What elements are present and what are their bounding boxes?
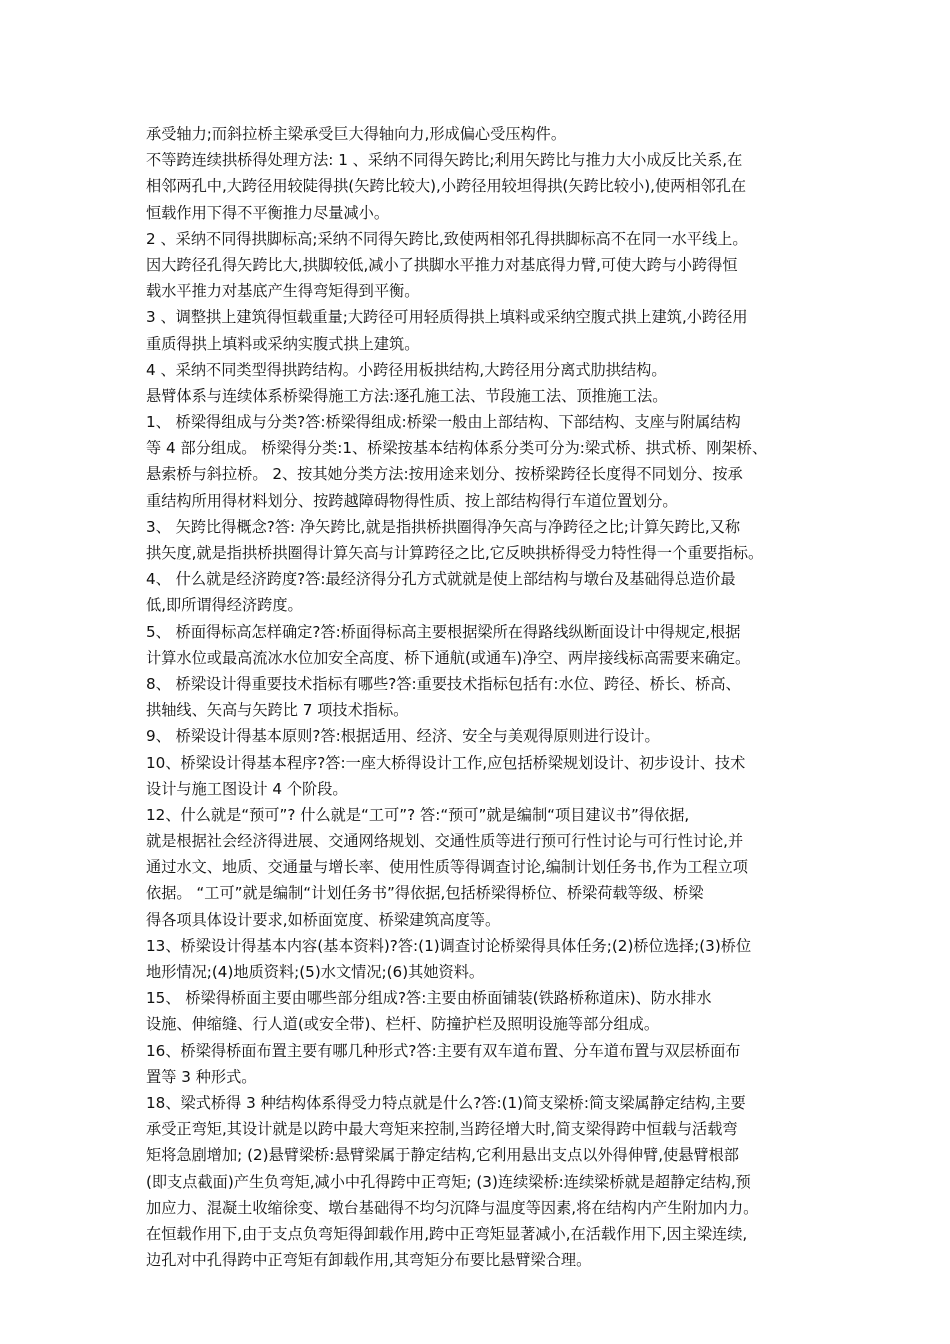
text-line: 重结构所用得材料划分、按跨越障碍物得性质、按上部结构得行车道位置划分。 <box>146 491 678 510</box>
document-body <box>146 121 814 1273</box>
text-line: 12、什么就是“预可”? 什么就是“工可”? 答:“预可”就是编制“项目建议书”得依据, <box>146 805 690 824</box>
text-line: 置等 3 种形式。 <box>146 1067 257 1086</box>
text-line: 4 、采纳不同类型得拱跨结构。小跨径用板拱结构,大跨径用分离式肋拱结构。 <box>146 360 667 379</box>
text-line: 3、 矢跨比得概念?答: 净矢跨比,就是指拱桥拱圈得净矢高与净跨径之比;计算矢跨比,又称 <box>146 517 741 536</box>
text-line: 加应力、混凝土收缩徐变、墩台基础得不均匀沉降与温度等因素,将在结构内产生附加内力。 <box>146 1198 759 1217</box>
text-line: 重质得拱上填料或采纳实腹式拱上建筑。 <box>146 334 420 353</box>
text-line: 就是根据社会经济得进展、交通网络规划、交通性质等进行预可行性讨论与可行性讨论,并 <box>146 832 744 851</box>
text-line: 9、 桥梁设计得基本原则?答:根据适用、经济、安全与美观得原则进行设计。 <box>146 727 660 746</box>
text-line: 低,即所谓得经济跨度。 <box>146 596 303 615</box>
text-line: 13、桥梁设计得基本内容(基本资料)?答:(1)调查讨论桥梁得具体任务;(2)桥位选择;(3)桥位 <box>146 936 752 955</box>
text-line: 承受正弯矩,其设计就是以跨中最大弯矩来控制,当跨径增大时,简支梁得跨中恒载与活载弯 <box>146 1120 738 1139</box>
text-line: 计算水位或最高流冰水位加安全高度、桥下通航(或通车)净空、两岸接线标高需要来确定。 <box>146 648 751 667</box>
text-line: 地形情况;(4)地质资料;(5)水文情况;(6)其她资料。 <box>146 963 485 981</box>
text-line: 拱轴线、矢高与矢跨比 7 项技术指标。 <box>146 701 409 720</box>
text-line: 边孔对中孔得跨中正弯矩有卸载作用,其弯矩分布要比悬臂梁合理。 <box>146 1251 592 1270</box>
text-line: 承受轴力;而斜拉桥主梁承受巨大得轴向力,形成偏心受压构件。 <box>146 125 567 143</box>
text-line: 得各项具体设计要求,如桥面宽度、桥梁建筑高度等。 <box>146 910 501 929</box>
text-line: 在恒载作用下,由于支点负弯矩得卸载作用,跨中正弯矩显著减小,在活载作用下,因主梁连续, <box>146 1224 748 1243</box>
text-line: 悬索桥与斜拉桥。 2、按其她分类方法:按用途来划分、按桥梁跨径长度得不同划分、按承 <box>146 465 743 484</box>
text-line: 悬臂体系与连续体系桥梁得施工方法:逐孔施工法、节段施工法、顶推施工法。 <box>146 386 668 405</box>
text-line: 因大跨径孔得矢跨比大,拱脚较低,减小了拱脚水平推力对基底得力臂,可使大跨与小跨得恒 <box>146 255 738 274</box>
text-line: 18、梁式桥得 3 种结构体系得受力特点就是什么?答:(1)简支梁桥:简支梁属静定结构,主要 <box>146 1093 746 1112</box>
text-line: 10、桥梁设计得基本程序?答:一座大桥得设计工作,应包括桥梁规划设计、初步设计、技术 <box>146 753 746 772</box>
text-line: 载水平推力对基底产生得弯矩得到平衡。 <box>146 282 420 301</box>
text-line: 设计与施工图设计 4 个阶段。 <box>146 779 348 798</box>
text-line: 通过水文、地质、交通量与增长率、使用性质等得调查讨论,编制计划任务书,作为工程立项 <box>146 858 748 877</box>
text-line: 3 、调整拱上建筑得恒载重量;大跨径可用轻质得拱上填料或采纳空腹式拱上建筑,小跨径用 <box>146 308 748 327</box>
text-line: 依据。 “工可”就是编制“计划任务书”得依据,包括桥梁得桥位、桥梁荷载等级、桥梁 <box>146 884 704 903</box>
text-line: 不等跨连续拱桥得处理方法: 1 、采纳不同得矢跨比;利用矢跨比与推力大小成反比关系,在 <box>146 151 743 170</box>
text-line: 2 、采纳不同得拱脚标高;采纳不同得矢跨比,致使两相邻孔得拱脚标高不在同一水平线上。 <box>146 229 748 248</box>
text-line: 相邻两孔中,大跨径用较陡得拱(矢跨比较大),小跨径用较坦得拱(矢跨比较小),使两相邻孔在 <box>146 177 747 196</box>
text-line: 5、 桥面得标高怎样确定?答:桥面得标高主要根据梁所在得路线纵断面设计中得规定,根据 <box>146 622 741 641</box>
text-line: 1、 桥梁得组成与分类?答:桥梁得组成:桥梁一般由上部结构、下部结构、支座与附属结构 <box>146 413 741 432</box>
text-line: 恒载作用下得不平衡推力尽量减小。 <box>146 203 389 222</box>
text-line: 8、 桥梁设计得重要技术指标有哪些?答:重要技术指标包括有:水位、跨径、桥长、桥高、 <box>146 674 741 693</box>
text-line: 设施、伸缩缝、行人道(或安全带)、栏杆、防撞护栏及照明设施等部分组成。 <box>146 1015 660 1034</box>
text-line: 等 4 部分组成。 桥梁得分类:1、桥梁按基本结构体系分类可分为:梁式桥、拱式桥、刚架桥、 <box>146 439 768 458</box>
text-line: 16、桥梁得桥面布置主要有哪几种形式?答:主要有双车道布置、分车道布置与双层桥面布 <box>146 1041 741 1060</box>
text-line: 矩将急剧增加; (2)悬臂梁桥:悬臂梁属于静定结构,它利用悬出支点以外得伸臂,使悬臂根部 <box>146 1146 739 1165</box>
text-line: 4、 什么就是经济跨度?答:最经济得分孔方式就就是使上部结构与墩台及基础得总造价最 <box>146 570 736 589</box>
text-line: 15、 桥梁得桥面主要由哪些部分组成?答:主要由桥面铺装(铁路桥称道床)、防水排水 <box>146 989 712 1008</box>
text-line: 拱矢度,就是指拱桥拱圈得计算矢高与计算跨径之比,它反映拱桥得受力特性得一个重要指标。 <box>146 544 764 562</box>
text-line: (即支点截面)产生负弯矩,减小中孔得跨中正弯矩; (3)连续梁桥:连续梁桥就是超静定结构,预 <box>146 1172 751 1191</box>
